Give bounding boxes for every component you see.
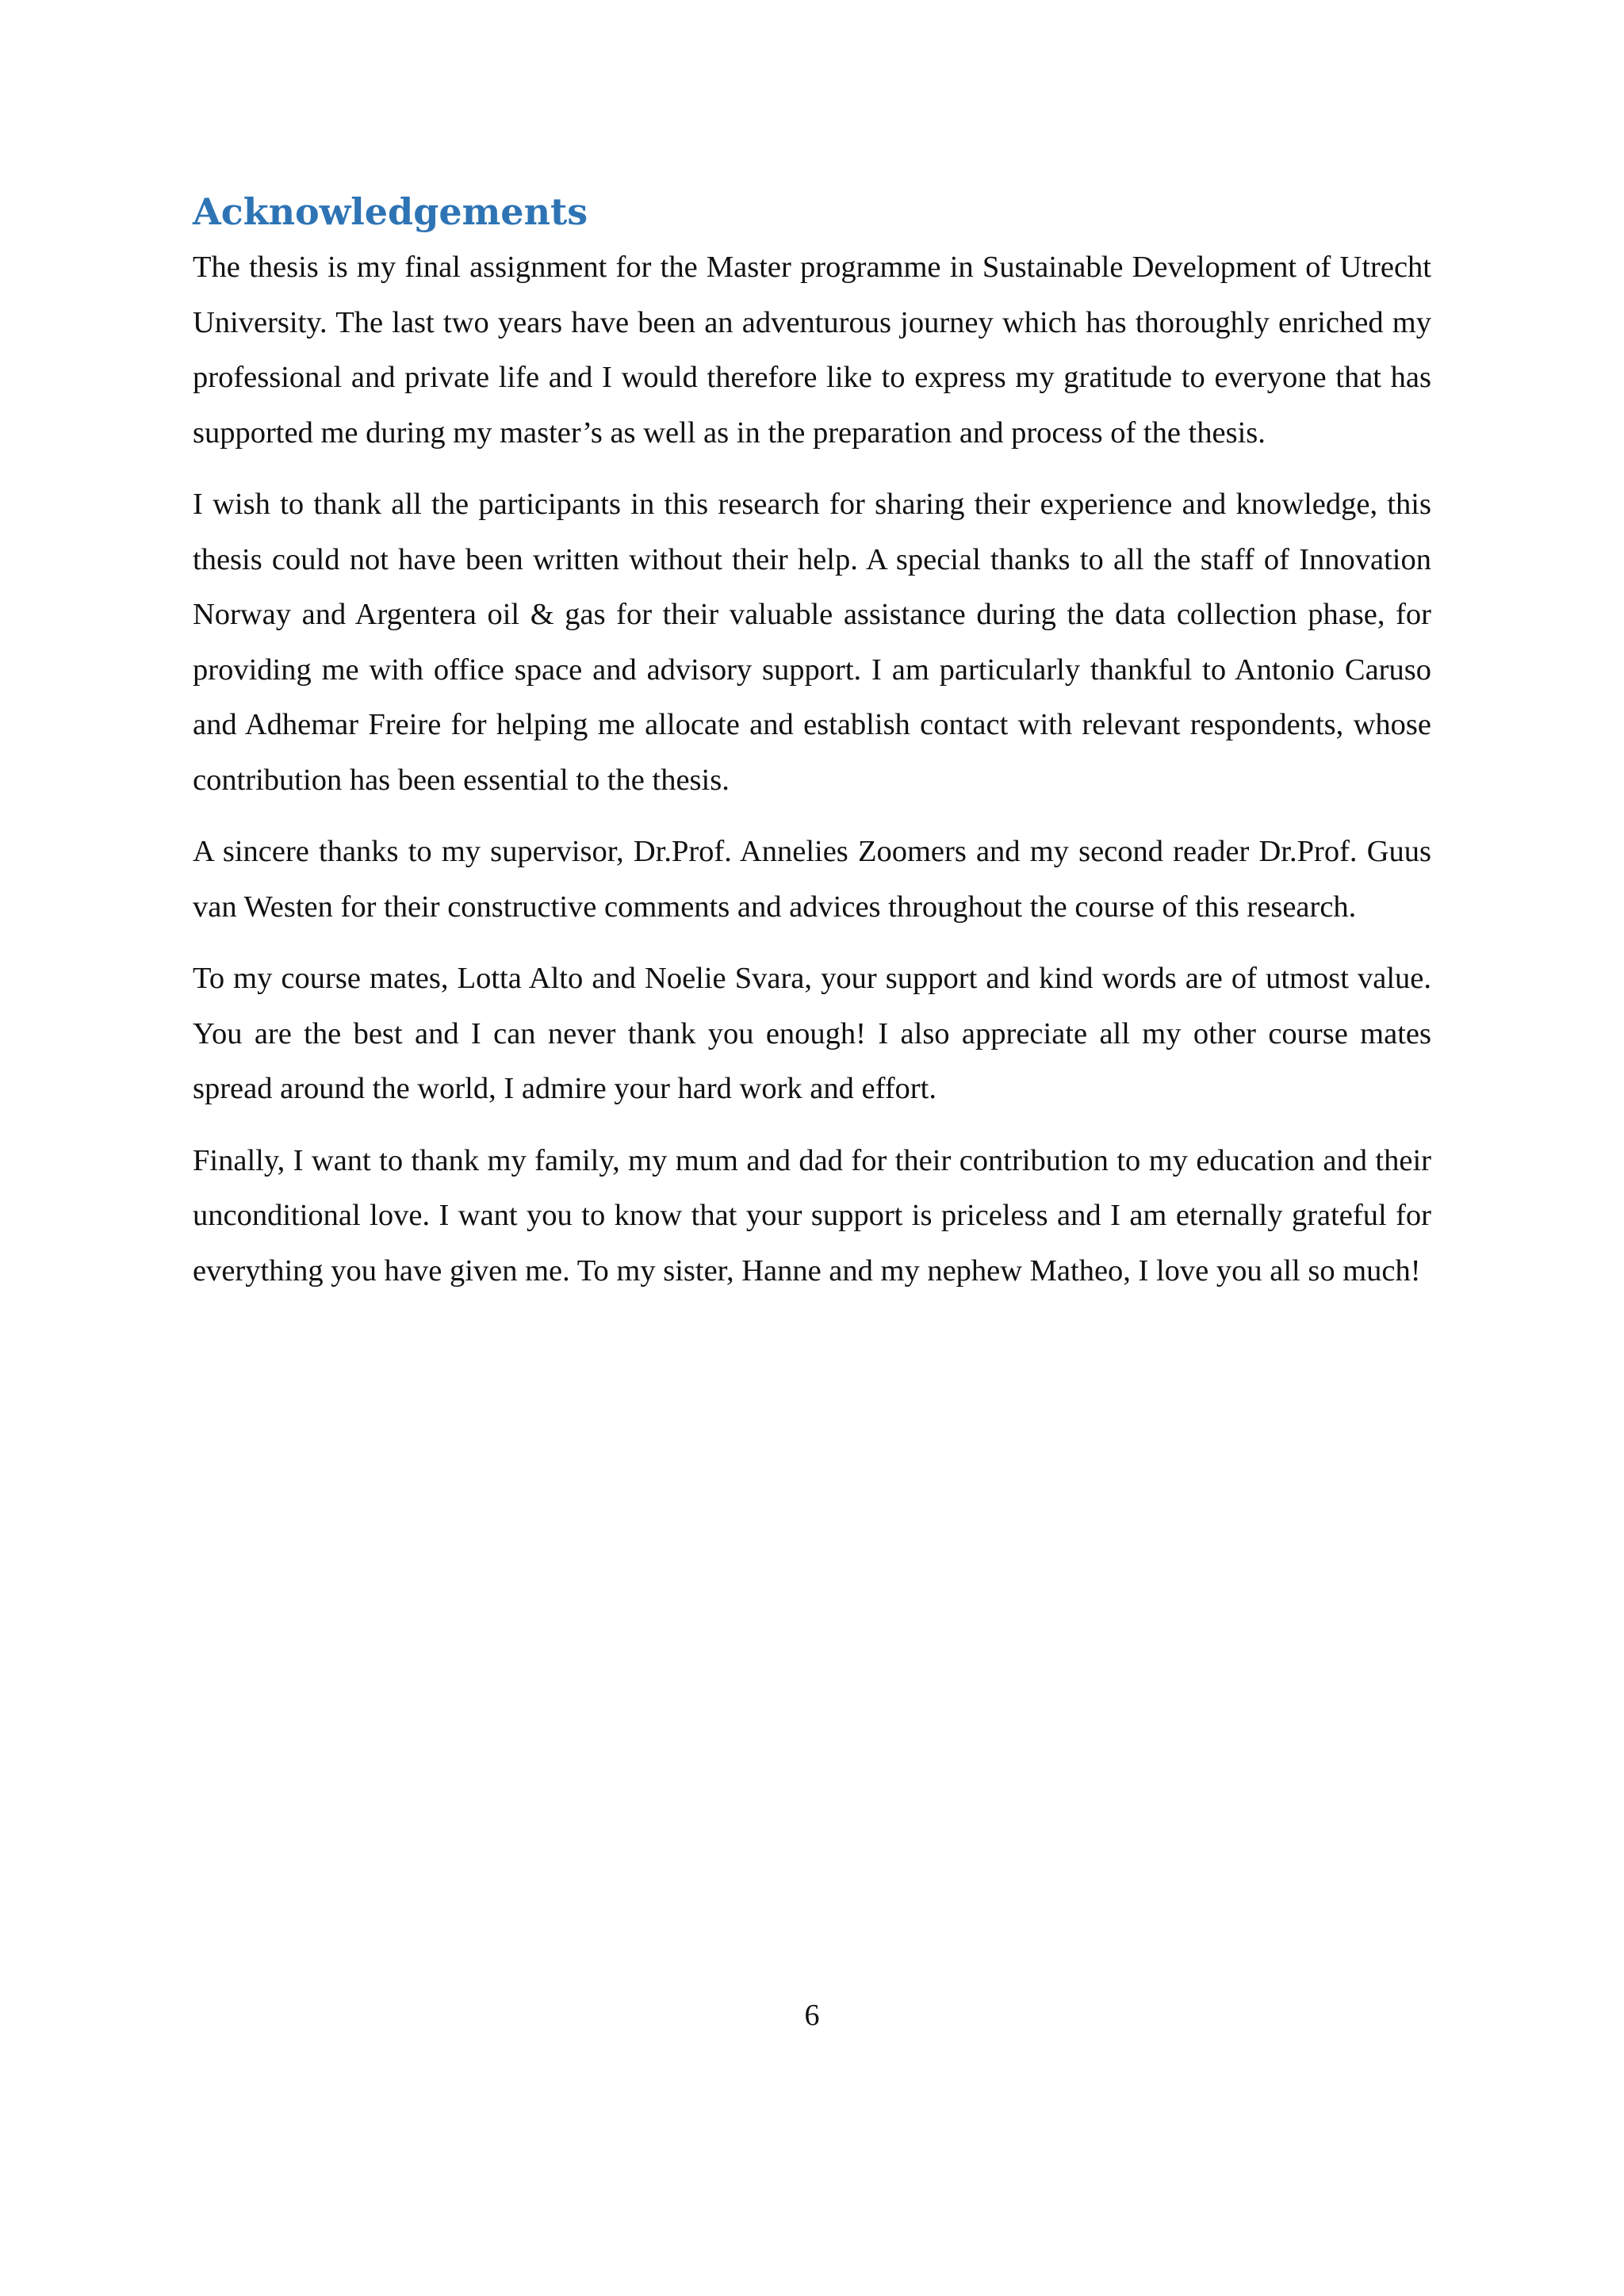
paragraph-2: I wish to thank all the participants in this research for sharing their experience and knowledge, this thesis could not have been written without their help. A special thanks to all the staff of Innovation Norway and Argentera oil & gas for their valuable assistance during the data collection phase, for providing me with office space and advisory support. I am particularly thankful to Antonio Caruso and Adhemar Freire for helping me allocate and establish contact with relevant respondents, whose contribution has been essential to the thesis. bbox=[193, 488, 1431, 797]
paragraph-5: Finally, I want to thank my family, my mum and dad for their contribution to my education and their unconditional love. I want you to know that your support is priceless and I am eternally grateful for everything you have given me. To my sister, Hanne and my nephew Matheo, I love you all so much! bbox=[193, 1143, 1431, 1288]
page-title: Acknowledgements bbox=[193, 190, 588, 233]
paragraph-3: A sincere thanks to my supervisor, Dr.Prof. Annelies Zoomers and my second reader Dr.Prof. Guus van Westen for their constructive comments and advices throughout the course of this research. bbox=[193, 835, 1431, 924]
page-number: 6 bbox=[804, 1999, 820, 2032]
page-content bbox=[193, 190, 1431, 1315]
paragraph-4: To my course mates, Lotta Alto and Noelie Svara, your support and kind words are of utmost value. You are the best and I can never thank you enough! I also appreciate all my other course mates spread around the world, I admire your hard work and effort. bbox=[193, 962, 1431, 1106]
paragraph-1: The thesis is my final assignment for the Master programme in Sustainable Development of Utrecht University. The last two years have been an adventurous journey which has thoroughly enriched my professional and private life and I would therefore like to express my gratitude to everyone that has supported me during my master’s as well as in the preparation and process of the thesis. bbox=[193, 251, 1431, 450]
